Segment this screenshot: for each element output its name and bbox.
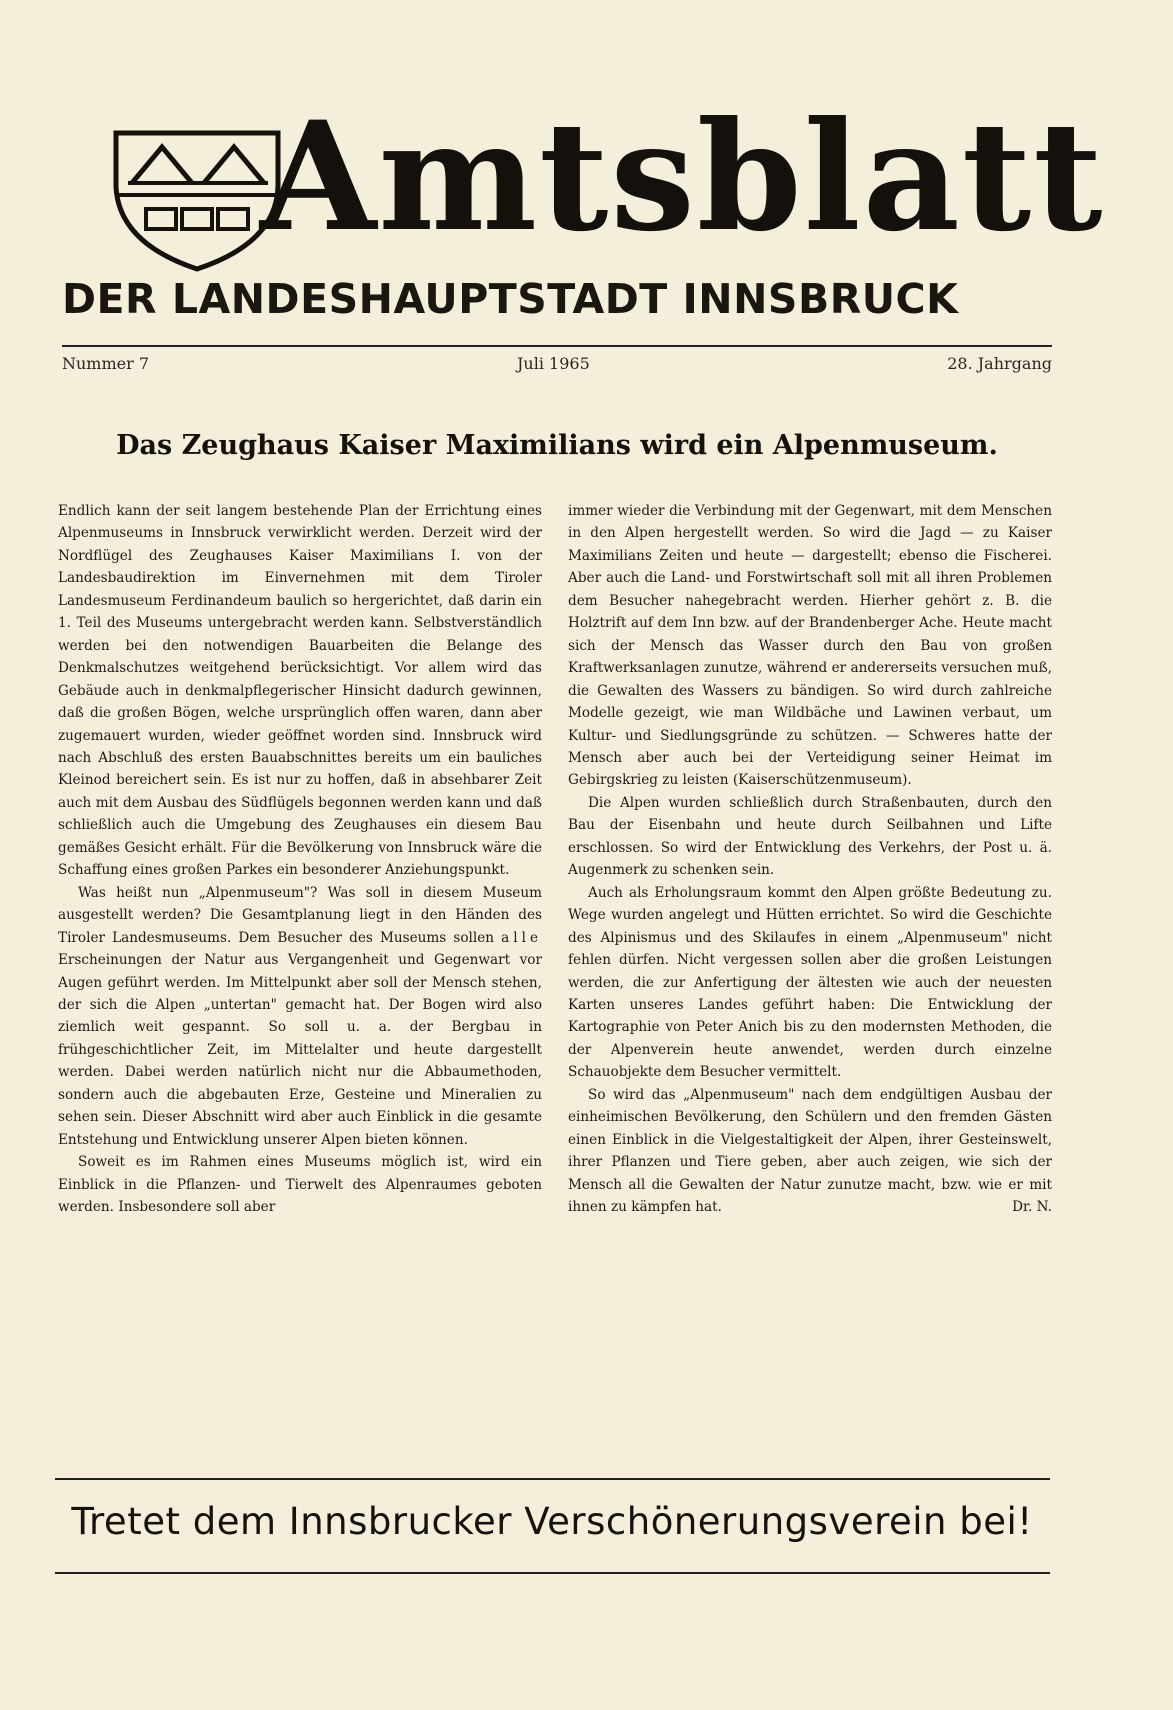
issue-date: Juli 1965 — [517, 354, 590, 373]
paragraph: Soweit es im Rahmen eines Museums möglich ist, wird ein Einblick in die Pflanzen- und Tierwelt des Alpenraumes geboten werden. Insbesondere soll aber — [58, 1154, 542, 1216]
article-headline: Das Zeughaus Kaiser Maximilians wird ein Alpenmuseum. — [116, 430, 998, 461]
paragraph: Was heißt nun „Alpenmuseum"? Was soll in diesem Museum ausgestellt werden? Die Gesamtplanung liegt in den Händen des Tiroler Landesmuseums. Dem Besucher des Museums sollen alle Erscheinungen der Natur aus Vergangenheit und Gegenwart vor Augen geführt werden. Im Mittelpunkt aber soll der Mensch stehen, der sich die Alpen „untertan" gemacht hat. Der Bogen wird also ziemlich weit gespannt. So soll u. a. der Bergbau in frühgeschichtlicher Zeit, im Mittelalter und heute dargestellt werden. Dabei werden natürlich nicht nur die Abbaumethoden, sondern auch die abgebauten Erze, Gesteine und Mineralien zu sehen sein. Dieser Abschnitt wird aber auch Einblick in die gesamte Entstehung und Entwicklung unserer Alpen bieten können. — [58, 884, 542, 1148]
footer-rule-top — [55, 1478, 1050, 1480]
paragraph: Die Alpen wurden schließlich durch Straßenbauten, durch den Bau der Eisenbahn und heute durch Seilbahnen und Lifte erschlossen. So wird der Entwicklung des Verkehrs, der Post u. ä. Augenmerk zu schenken sein. — [568, 794, 1052, 879]
article-column-right — [568, 500, 1052, 1219]
paragraph: Endlich kann der seit langem bestehende Plan der Errichtung eines Alpenmuseums in Innsbruck verwirklicht werden. Derzeit wird der Nordflügel des Zeughauses Kaiser Maximilians I. von der Landesbaudirektion im Einvernehmen mit dem Tiroler Landesmuseum Ferdinandeum baulich so hergerichtet, daß darin ein 1. Teil des Museums untergebracht werden kann. Selbstverständlich werden bei den notwendigen Bauarbeiten die Belange des Denkmalschutzes weitgehend berücksichtigt. Vor allem wird das Gebäude auch in denkmalpflegerischer Hinsicht dadurch gewinnen, daß die großen Bögen, welche ursprünglich offen waren, dann aber zugemauert wurden, wieder geöffnet worden sind. Innsbruck wird nach Abschluß des ersten Bauabschnittes bereits um ein bauliches Kleinod bereichert sein. Es ist nur zu hoffen, daß in absehbarer Zeit auch mit dem Ausbau des Südflügels begonnen werden kann und daß schließlich auch die Umgebung des Zeughauses ein diesem Bau gemäßes Gesicht erhält. Für die Bevölkerung von Innsbruck wäre die Schaffung eines großen Parkes ein besonderer Anziehungspunkt. — [58, 503, 542, 879]
paragraph: So wird das „Alpenmuseum" nach dem endgültigen Ausbau der einheimischen Bevölkerung, den Schülern und den fremden Gästen einen Einblick in die Vielgestaltigkeit der Alpen, ihrer Gesteinswelt, ihrer Pflanzen und Tiere geben, aber auch zeigen, wie sich der Mensch all die Gewalten der Natur zunutze macht, bzw. wie er mit ihnen zu kämpfen hat. Dr. N. — [568, 1084, 1052, 1219]
city-crest-icon — [110, 125, 285, 275]
issue-info-bar — [62, 350, 1052, 380]
footer-rule-bottom — [55, 1572, 1050, 1574]
paragraph: immer wieder die Verbindung mit der Gegenwart, mit dem Menschen in den Alpen hergestellt werden. So wird die Jagd — zu Kaiser Maximilians Zeiten und heute — dargestellt; ebenso die Fischerei. Aber auch die Land- und Forstwirtschaft soll mit all ihren Problemen dem Besucher nahegebracht werden. Hierher gehört z. B. die Holztrift auf dem Inn bzw. auf der Brandenberger Ache. Heute macht sich der Mensch das Wasser durch den Bau von großen Kraftwerksanlagen zunutze, während er andererseits versuchen muß, die Gewalten des Wassers zu bändigen. So wird durch zahlreiche Modelle gezeigt, wie man Wildbäche und Lawinen verbaut, um Kultur- und Siedlungsgründe zu schützen. — Schweres hatte der Mensch aber auch bei der Verteidigung seiner Heimat im Gebirgskrieg zu leisten (Kaiserschützenmuseum). — [568, 503, 1052, 789]
paragraph: Auch als Erholungsraum kommt den Alpen größte Bedeutung zu. Wege wurden angelegt und Hütten errichtet. So wird die Geschichte des Alpinismus und des Skilaufes in einem „Alpenmuseum" nicht fehlen dürfen. Nicht vergessen sollen aber die großen Leistungen werden, die zur Anfertigung der ältesten wie auch der neuesten Karten unseres Landes geführt haben: Die Entwicklung der Kartographie von Peter Anich bis zu den modernsten Methoden, die der Alpenverein heute anwendet, werden durch einzelne Schauobjekte dem Besucher vermittelt. — [568, 884, 1052, 1081]
emphasis-text: alle — [501, 929, 542, 946]
masthead-rule — [62, 345, 1052, 347]
masthead-subtitle: DER LANDESHAUPTSTADT INNSBRUCK — [62, 275, 959, 323]
issue-number: Nummer 7 — [62, 354, 150, 373]
masthead — [110, 80, 1105, 290]
article-column-left — [58, 500, 542, 1219]
masthead-title: Amtsblatt — [260, 89, 1105, 265]
author-signature: Dr. N. — [1012, 1199, 1052, 1216]
footer-slogan: Tretet dem Innsbrucker Verschönerungsverein bei! — [71, 1500, 1033, 1543]
issue-volume: 28. Jahrgang — [947, 354, 1052, 373]
